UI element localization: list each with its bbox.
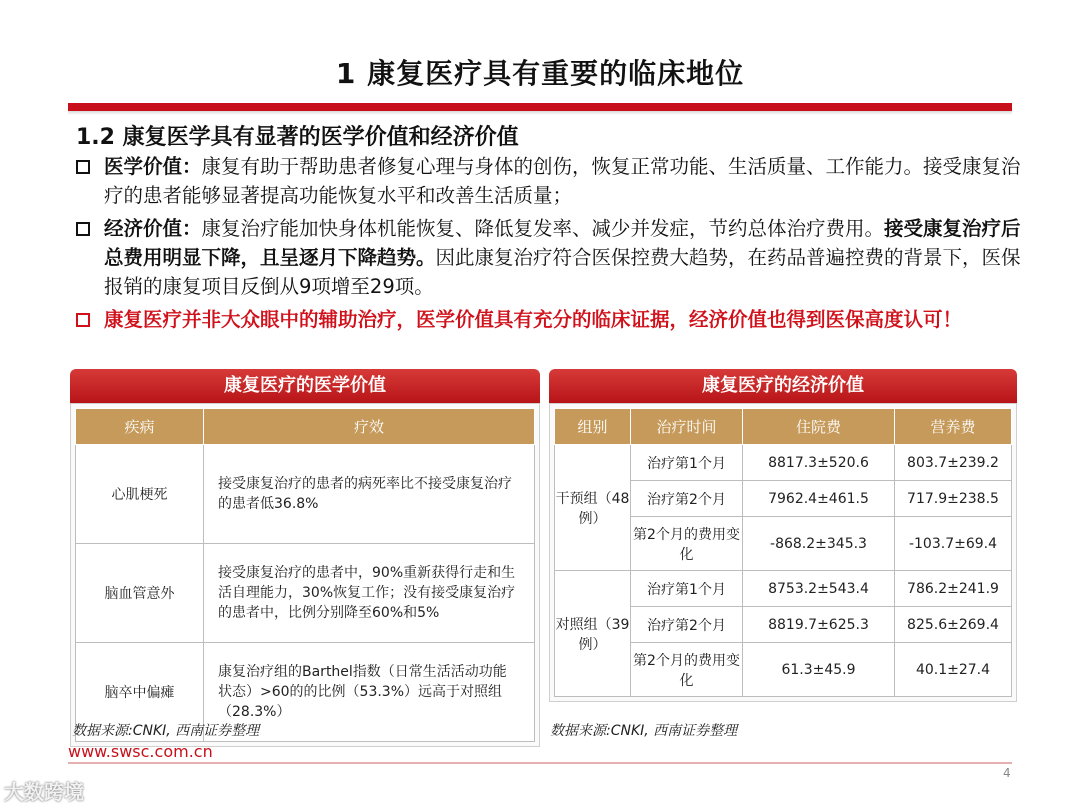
table-row [555,571,1012,607]
hospital-fee-cell: 8817.3±520.6 [743,445,895,481]
hospital-fee-cell: 8819.7±625.3 [743,607,895,643]
economic-value-text-1: 康复治疗能加快身体机能恢复、降低复发率、减少并发症，节约总体治疗费用。 [201,217,885,240]
nutrition-fee-cell: 786.2±241.9 [895,571,1012,607]
economic-value-label: 经济价值： [104,217,202,240]
title-divider-shadow [68,111,1012,115]
nutrition-fee-cell: 803.7±239.2 [895,445,1012,481]
bullet-medical-value [74,152,1024,210]
title-divider [68,103,1012,111]
column-header-effect: 疗效 [204,409,535,445]
footer-divider [68,762,1012,764]
hospital-fee-cell: 61.3±45.9 [743,643,895,697]
column-header-nutrition-fee: 营养费 [895,409,1012,445]
website-link[interactable]: www.swsc.com.cn [68,742,213,761]
disease-cell: 心肌梗死 [76,445,204,544]
nutrition-fee-cell: 717.9±238.5 [895,481,1012,517]
table-row [555,445,1012,481]
group-cell: 对照组（39例） [555,571,631,697]
nutrition-fee-cell: -103.7±69.4 [895,517,1012,571]
economic-value-table [554,408,1012,697]
economic-value-text-bold: 接受康复治疗后总费用明显下降，且呈逐月下降趋势。 [104,217,1021,269]
disease-cell: 脑血管意外 [76,544,204,643]
medical-value-panel-body [70,403,540,747]
economic-value-text-2: 因此康复治疗符合医保控费大趋势，在药品普遍控费的背景下，医保报销的康复项目反倒从9项增至29项。 [104,246,1021,298]
effect-cell: 接受康复治疗的患者中，90%重新获得行走和生活自理能力，30%恢复工作；没有接受康复治疗的患者中，比例分别降至60%和5% [204,544,535,643]
hospital-fee-cell: -868.2±345.3 [743,517,895,571]
nutrition-fee-cell: 825.6±269.4 [895,607,1012,643]
column-header-hospital-fee: 住院费 [743,409,895,445]
time-cell: 治疗第1个月 [631,445,743,481]
table-row [76,445,535,544]
right-data-source: 数据来源:CNKI, 西南证券整理 [550,723,738,739]
effect-cell: 康复治疗组的Barthel指数（日常生活活动功能状态）>60的的比例（53.3%）远高于对照组（28.3%） [204,643,535,742]
slide-title: 1 康复医疗具有重要的临床地位 [335,57,745,90]
group-cell: 干预组（48例） [555,445,631,571]
nutrition-fee-cell: 40.1±27.4 [895,643,1012,697]
medical-value-text: 康复有助于帮助患者修复心理与身体的创伤，恢复正常功能、生活质量、工作能力。接受康复治疗的患者能够显著提高功能恢复水平和改善生活质量； [104,155,1021,207]
time-cell: 治疗第1个月 [631,571,743,607]
medical-value-label: 医学价值： [104,155,202,178]
page-number: 4 [1003,766,1011,780]
time-cell: 治疗第2个月 [631,481,743,517]
column-header-time: 治疗时间 [631,409,743,445]
disease-cell: 脑卒中偏瘫 [76,643,204,742]
checkbox-bullet-icon [76,160,90,174]
medical-value-table [75,408,535,742]
medical-value-panel-header: 康复医疗的医学价值 [70,369,540,403]
checkbox-bullet-icon [76,222,90,236]
table-header-row [555,409,1012,445]
left-data-source: 数据来源:CNKI, 西南证券整理 [72,723,260,739]
hospital-fee-cell: 7962.4±461.5 [743,481,895,517]
hospital-fee-cell: 8753.2±543.4 [743,571,895,607]
table-header-row [76,409,535,445]
effect-cell: 接受康复治疗的患者的病死率比不接受康复治疗的患者低36.8% [204,445,535,544]
bullet-conclusion [74,305,1024,334]
bullet-economic-value [74,214,1024,301]
column-header-group: 组别 [555,409,631,445]
conclusion-text: 康复医疗并非大众眼中的辅助治疗，医学价值具有充分的临床证据，经济价值也得到医保高度认可！ [104,308,963,331]
time-cell: 第2个月的费用变化 [631,517,743,571]
economic-value-panel [549,369,1017,702]
time-cell: 第2个月的费用变化 [631,643,743,697]
time-cell: 治疗第2个月 [631,607,743,643]
section-subtitle: 1.2 康复医学具有显著的医学价值和经济价值 [76,125,519,150]
column-header-disease: 疾病 [76,409,204,445]
medical-value-panel [70,369,540,747]
watermark-logo: 大数跨境 [4,780,84,804]
checkbox-bullet-icon [76,313,90,327]
economic-value-panel-header: 康复医疗的经济价值 [549,369,1017,403]
table-row [76,544,535,643]
economic-value-panel-body [549,403,1017,702]
bullet-list [74,152,1024,338]
